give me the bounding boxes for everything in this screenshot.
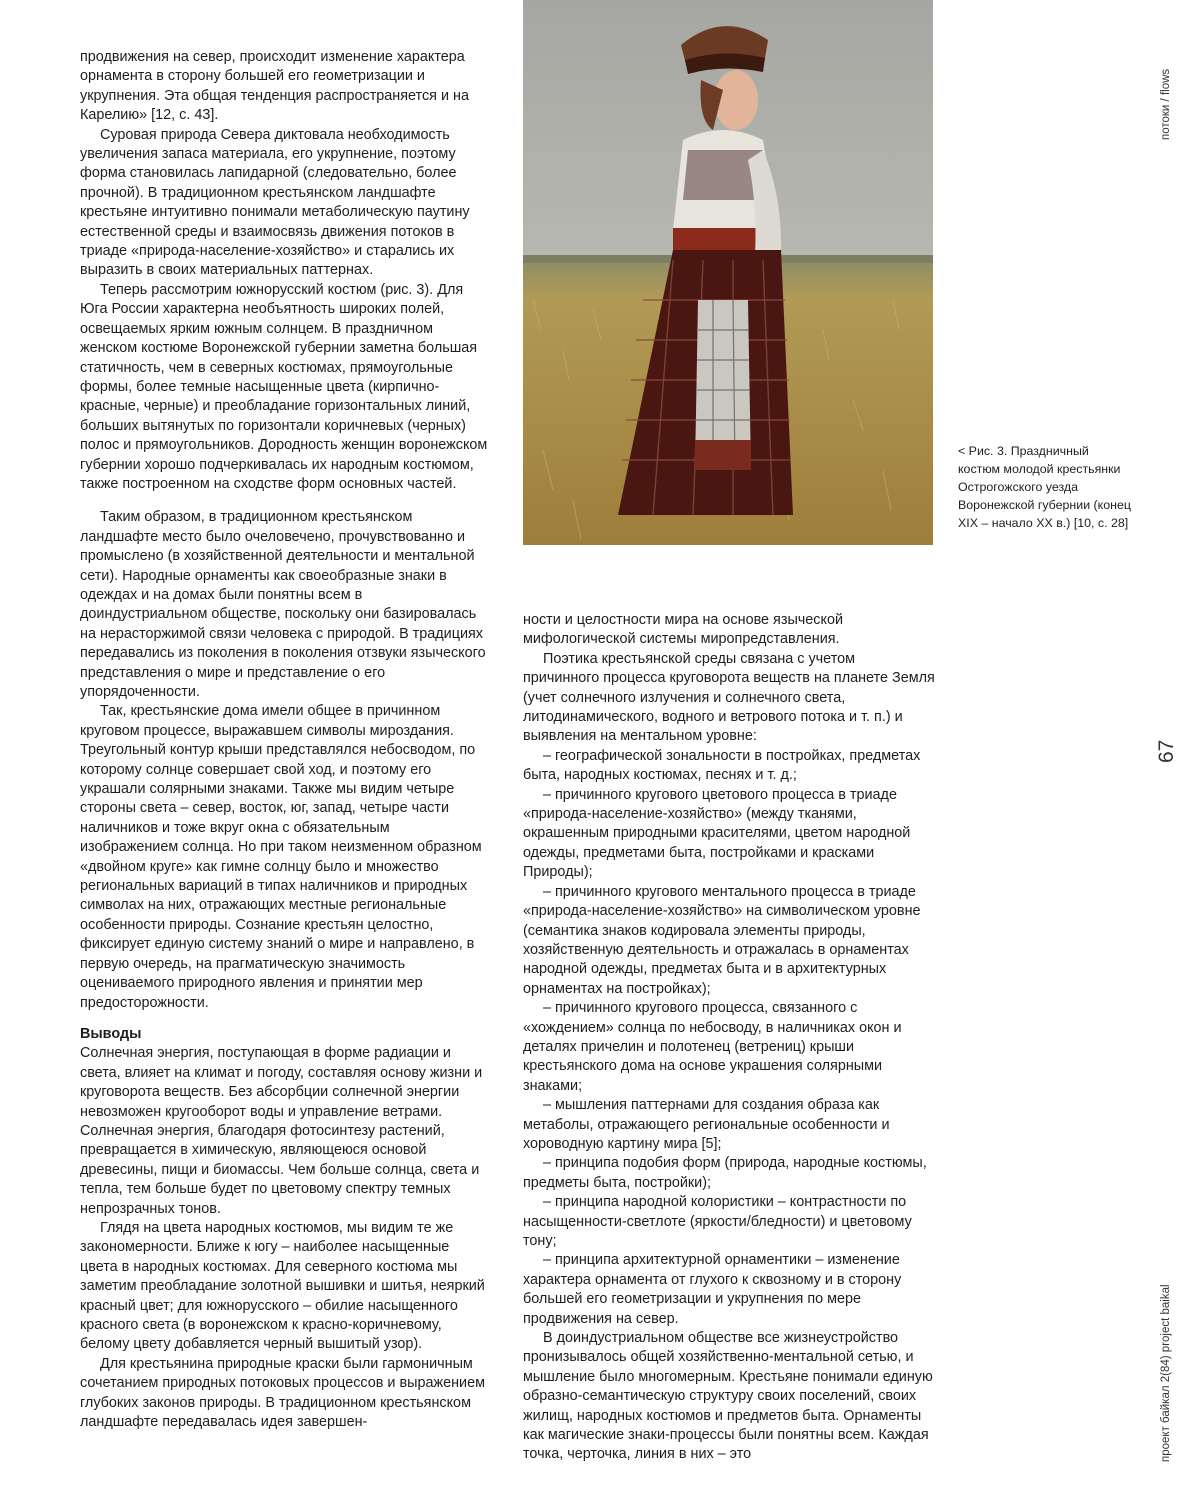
list-item: – мышления паттернами для создания образа как метаболы, отражающего региональные особенности и хороводную картину мира [5]; bbox=[523, 1096, 935, 1154]
paragraph: Глядя на цвета народных костюмов, мы видим те же закономерности. Ближе к югу – наиболее насыщенные цвета в народных костюмах. Для северного костюма мы заметим преобладание золотной вышивки и шитья, неяркий красный цвет; для южнорусского – обилие насыщенного красного света (в воронежском к красно-коричневому, белому цвету добавляется черный вышитый узор). bbox=[80, 1219, 488, 1355]
page-number: 67 bbox=[1155, 733, 1179, 763]
paragraph: В доиндустриальном обществе все жизнеустройство пронизывалось общей хозяйственно-ментальной сетью, и мышление было многомерным. Крестьяне понимали единую образно-семантическую структуру своих поселений, своих жилищ, народных костюмов и предметов быта. Орнаменты как магические знаки-процессы были понятны всем. Каждая точка, черточка, линия в них – это bbox=[523, 1329, 935, 1465]
journal-footer: проект байкал 2(84) project baikal bbox=[1160, 1262, 1172, 1462]
list-item: – географической зональности в постройках, предметах быта, народных костюмах, песнях и т. д.; bbox=[523, 747, 935, 786]
costume-photo bbox=[523, 0, 933, 545]
paragraph: Суровая природа Севера диктовала необходимость увеличения запаса материала, его укрупнение, поэтому форма становилась лапидарной (следовательно, более прочной). В традиционном крестьянском ландшафте крестьяне интуитивно понимали метаболическую паутину естественной среды и взаимосвязь движения потоков в триаде «природа-население-хозяйство» и старались их выразить в своих материальных паттернах. bbox=[80, 126, 488, 281]
list-item: – принципа архитектурной орнаментики – изменение характера орнамента от глухого к сквозному и в сторону большей его геометризации и укрупнения по мере продвижения на север. bbox=[523, 1251, 935, 1329]
paragraph: Поэтика крестьянской среды связана с учетом причинного процесса круговорота веществ на планете Земля (учет солнечного излучения и солнечного света, литодинамического, водного и ветрового потока и т. п.) и выявления на ментальном уровне: bbox=[523, 650, 935, 747]
paragraph: ности и целостности мира на основе языческой мифологической системы миропредставления. bbox=[523, 611, 935, 650]
costume-photo-illustration bbox=[523, 0, 933, 545]
list-item: – принципа подобия форм (природа, народные костюмы, предметы быта, постройки); bbox=[523, 1154, 935, 1193]
list-item: – причинного кругового цветового процесса в триаде «природа-население-хозяйство» (между тканями, окрашенным природными красителями, цветом народной одежды, предметами быта, постройками и красками Природы); bbox=[523, 786, 935, 883]
section-label: потоки / flows bbox=[1160, 50, 1172, 140]
paragraph: Для крестьянина природные краски были гармоничным сочетанием природных потоковых процессов и выражением глубоких законов природы. В традиционном крестьянском ландшафте передавалась идея завершен- bbox=[80, 1355, 488, 1433]
paragraph: Так, крестьянские дома имели общее в причинном круговом процессе, выражавшем символы мироздания. Треугольный контур крыши представлялся небосводом, по которому солнце совершает свой ход, и поэтому его украшали солярными знаками. Также мы видим четыре стороны света – север, восток, юг, запад, четыре части наличников и тоже вкруг окна с обязательным изображением солнца. Но при таком неизменном образном «двойном круге» как гимне солнцу было и множество региональных вариаций в типах наличников и природных символах на них, отражающих местные региональные особенности природы. Сознание крестьян целостно, фиксирует единую систему знаний о мире и направлено, в первую очередь, на прагматическую значимость оцениваемого природного явления и принятии мер предосторожности. bbox=[80, 702, 488, 1013]
paragraph: Солнечная энергия, поступающая в форме радиации и света, влияет на климат и погоду, составляя основу жизни и круговорота веществ. Без абсорбции солнечной энергии невозможен кругооборот воды и управление ветрами. Солнечная энергия, благодаря фотосинтезу растений, превращается в химическую, являющеюся основой древесины, пищи и биомассы. Чем больше солнца, света и тепла, тем больше будет по цветовому спектру темных непрозрачных тонов. bbox=[80, 1044, 488, 1219]
list-item: – причинного кругового ментального процесса в триаде «природа-население-хозяйство» на символическом уровне (семантика знаков кодировала элементы природы, хозяйственную деятельность и отражалась в орнаментах народной одежды, предметах быта и в архитектурных орнаментах на постройках); bbox=[523, 883, 935, 999]
section-heading: Выводы bbox=[80, 1025, 488, 1044]
paragraph: продвижения на север, происходит изменение характера орнамента в сторону большей его геометризации и укрупнения. Эта общая тенденция распространяется и на Карелию» [12, с. 43]. bbox=[80, 48, 488, 126]
list-item: – причинного кругового процесса, связанного с «хождением» солнца по небосводу, в наличниках окон и деталях причелин и полотенец (ветрениц) крыши крестьянского дома на основе украшения солярными знаками; bbox=[523, 999, 935, 1096]
figure-caption: < Рис. 3. Праздничный костюм молодой крестьянки Острогожского уезда Воронежской губернии (конец XIX – начало XX в.) [10, с. 28] bbox=[958, 442, 1133, 532]
paragraph: Таким образом, в традиционном крестьянском ландшафте место было очеловечено, прочувствованно и промыслено (в хозяйственной деятельности и ментальной сети). Народные орнаменты как своеобразные знаки в одеждах и на домах были понятны всем в доиндустриальном обществе, поскольку они базировалась на нерасторжимой связи человека с природой. В традициях передавались из поколения в поколения отзвуки языческого представления о мире и представление о его упорядоченности. bbox=[80, 508, 488, 702]
right-column bbox=[523, 611, 935, 1465]
paragraph: Теперь рассмотрим южнорусский костюм (рис. 3). Для Юга России характерна необъятность широких полей, освещаемых ярким южным солнцем. В праздничном женском костюме Воронежской губернии заметна большая статичность, чем в северных костюмах, прямоугольные формы, более темные насыщенные цвета (кирпично-красные, черные) и преобладание горизонтальных линий, больших вытянутых по горизонтали коричневых (черных) полос и прямоугольников. Дородность женщин воронежском губернии хорошо подчеркивалась их народным костюмом, также построенном на сходстве форм основных частей. bbox=[80, 281, 488, 494]
left-column bbox=[80, 48, 488, 1432]
list-item: – принципа народной колористики – контрастности по насыщенности-светлоте (яркости/бледности) и цветовому тону; bbox=[523, 1193, 935, 1251]
